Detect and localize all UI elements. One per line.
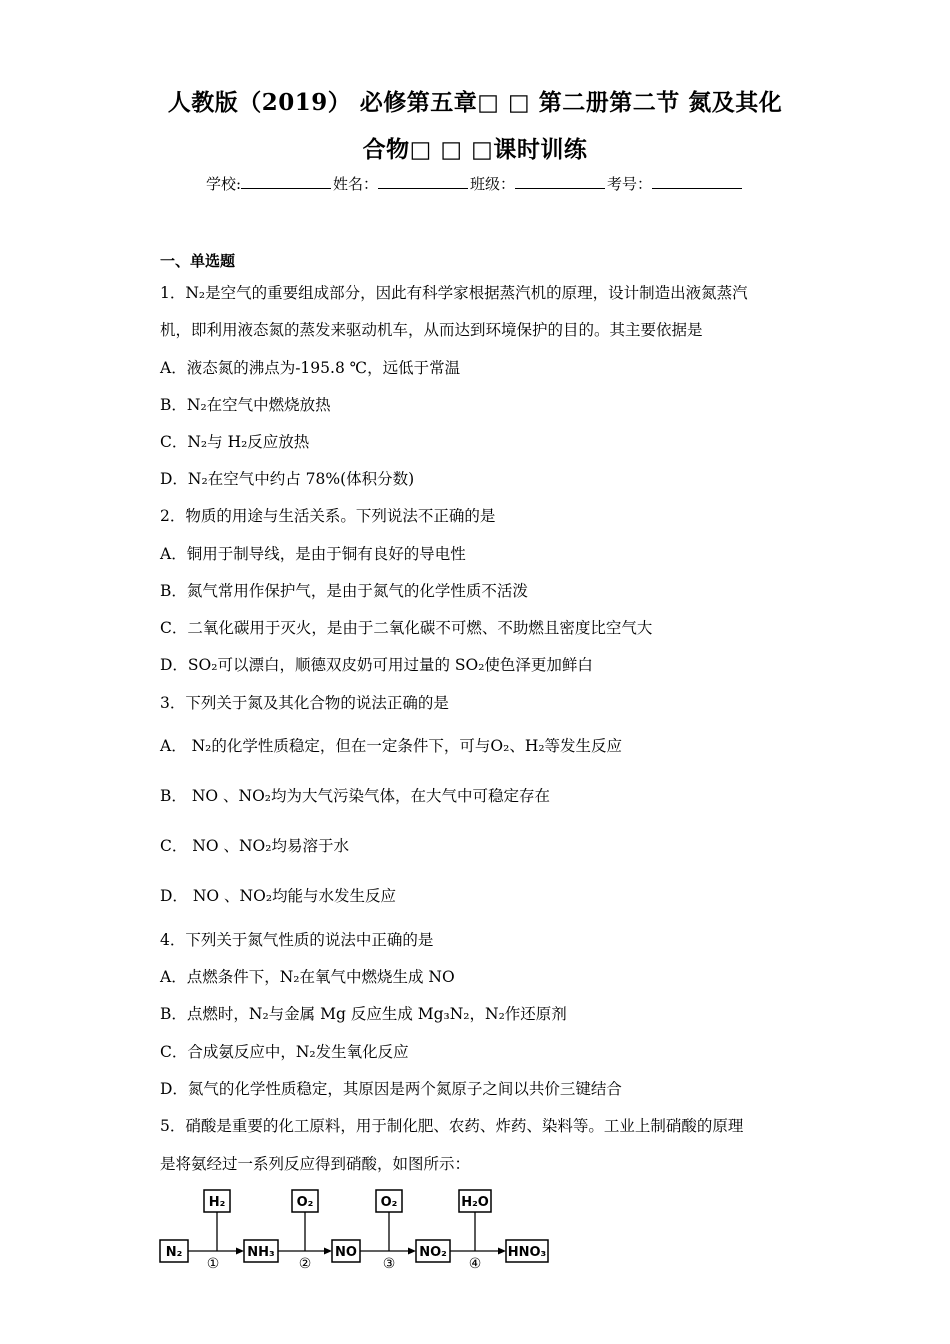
name-blank[interactable] [378, 173, 468, 189]
number-blank[interactable] [652, 173, 742, 189]
step-1: ① [206, 1256, 220, 1272]
q1-line1: 1．N₂是空气的重要组成部分，因此有科学家根据蒸汽机的原理，设计制造出液氮蒸汽 [160, 284, 748, 302]
nitric-acid-process-diagram [158, 1188, 558, 1272]
species-n2: N₂ [165, 1245, 183, 1260]
student-info [0, 173, 950, 194]
q1-option-a: A．液态氮的沸点为-195.8 ℃，远低于常温 [160, 359, 461, 377]
q3-option-d: D． NO 、NO₂均能与水发生反应 [160, 887, 397, 905]
q2-option-c: C．二氧化碳用于灭火，是由于二氧化碳不可燃、不助燃且密度比空气大 [160, 619, 653, 637]
q2-option-b: B．氮气常用作保护气，是由于氮气的化学性质不活泼 [160, 582, 528, 600]
reagent-h2: H₂ [208, 1195, 226, 1210]
q2-option-a: A．铜用于制导线，是由于铜有良好的导电性 [160, 545, 466, 563]
q1-line2: 机，即利用液态氮的蒸发来驱动机车，从而达到环境保护的目的。其主要依据是 [160, 321, 703, 339]
q1-option-b: B．N₂在空气中燃烧放热 [160, 396, 331, 414]
q3-option-a: A． N₂的化学性质稳定，但在一定条件下，可与O₂、H₂等发生反应 [160, 737, 623, 755]
page-title-line1: 人教版（2019） 必修第五章□ □ 第二册第二节 氮及其化 [167, 89, 783, 116]
school-blank[interactable] [241, 173, 331, 189]
q3-option-b: B． NO 、NO₂均为大气污染气体，在大气中可稳定存在 [160, 787, 550, 805]
q1-option-d: D．N₂在空气中约占 78%(体积分数) [160, 470, 415, 488]
step-2: ② [298, 1256, 312, 1272]
q3-option-c: C． NO 、NO₂均易溶于水 [160, 837, 349, 855]
school-label: 学校: [205, 175, 241, 193]
reagent-o2-1: O₂ [296, 1195, 314, 1210]
q3-stem: 3．下列关于氮及其化合物的说法正确的是 [160, 694, 449, 712]
species-nh3: NH₃ [247, 1245, 275, 1260]
section-title: 一、单选题 [160, 252, 236, 270]
reagent-o2-2: O₂ [380, 1195, 398, 1210]
reagent-h2o: H₂O [461, 1195, 489, 1210]
species-hno3: HNO₃ [507, 1245, 547, 1260]
name-label: 姓名： [333, 175, 379, 193]
q4-option-c: C．合成氨反应中，N₂发生氧化反应 [160, 1043, 409, 1061]
step-3: ③ [382, 1256, 396, 1272]
q4-option-d: D．氮气的化学性质稳定，其原因是两个氮原子之间以共价三键结合 [160, 1080, 622, 1098]
class-blank[interactable] [515, 173, 605, 189]
species-no2: NO₂ [419, 1245, 447, 1260]
q1-option-c: C．N₂与 H₂反应放热 [160, 433, 310, 451]
q4-option-a: A．点燃条件下，N₂在氧气中燃烧生成 NO [160, 968, 455, 986]
page-title-line2: 合物□ □ □课时训练 [362, 136, 588, 163]
number-label: 考号： [607, 175, 653, 193]
q4-stem: 4．下列关于氮气性质的说法中正确的是 [160, 931, 434, 949]
q2-option-d: D．SO₂可以漂白，顺德双皮奶可用过量的 SO₂使色泽更加鲜白 [160, 656, 593, 674]
q4-option-b: B．点燃时，N₂与金属 Mg 反应生成 Mg₃N₂，N₂作还原剂 [160, 1005, 567, 1023]
q5-line2: 是将氨经过一系列反应得到硝酸，如图所示： [160, 1155, 471, 1173]
step-4: ④ [468, 1256, 482, 1272]
q2-stem: 2．物质的用途与生活关系。下列说法不正确的是 [160, 507, 496, 525]
class-label: 班级： [470, 175, 516, 193]
species-no: NO [335, 1245, 357, 1260]
q5-line1: 5．硝酸是重要的化工原料，用于制化肥、农药、炸药、染料等。工业上制硝酸的原理 [160, 1117, 744, 1135]
